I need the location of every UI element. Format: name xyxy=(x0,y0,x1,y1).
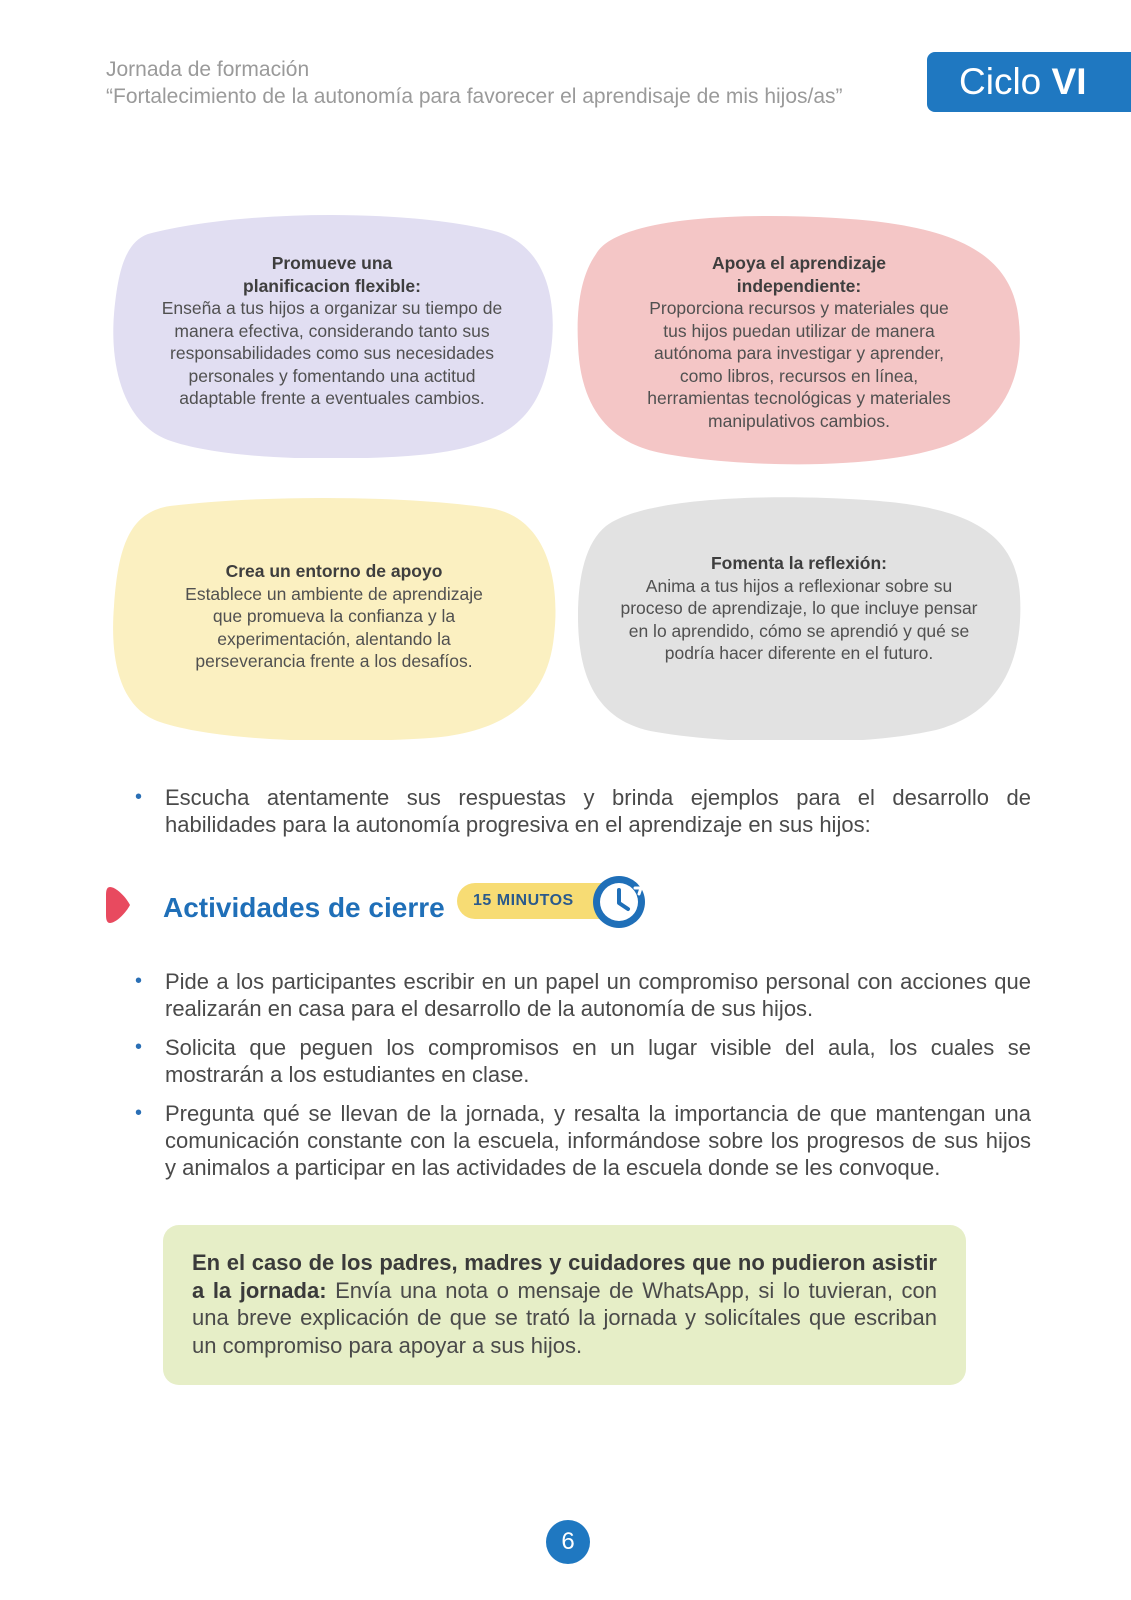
card-body-line: podría hacer diferente en el futuro. xyxy=(664,643,934,663)
duration-badge: 15 MINUTOS xyxy=(457,883,619,919)
card-independent-learning xyxy=(576,214,1022,466)
section-title: Actividades de cierre xyxy=(163,892,445,923)
bullet-text: Solicita que peguen los compromisos en un lugar visible del aula, los cuales se mostrarán a los estudiantes en clase. xyxy=(165,1035,1031,1087)
clock-icon xyxy=(591,874,647,930)
card-title: Crea un entorno de apoyo xyxy=(225,561,443,581)
bullet-text: Pregunta qué se llevan de la jornada, y resalta la importancia de que mantengan una comunicación constante con la escuela, informándose sobre los progresos de sus hijos y animalos a participar en las actividades de la escuela donde se les convoque. xyxy=(165,1101,1031,1180)
card-body-line: adaptable frente a eventuales cambios. xyxy=(179,388,485,408)
bullet-text: Escucha atentamente sus respuestas y brinda ejemplos para el desarrollo de habilidades para la autonomía progresiva en el aprendizaje en sus hijos: xyxy=(165,785,1031,837)
note-bold: En el caso de los padres, madres y cuidadores que no pudieron asistir a la jornada: xyxy=(192,1250,937,1303)
bullet-text: Pide a los participantes escribir en un papel un compromiso personal con acciones que realizarán en casa para el desarrollo de la autonomía de sus hijos. xyxy=(165,969,1031,1021)
card-body-line: en lo aprendido, cómo se aprendió y qué se xyxy=(628,620,970,641)
card-body-line: que promueva la confianza y la xyxy=(212,606,456,626)
absent-parents-note xyxy=(163,1225,966,1385)
card-body-line: perseverancia frente a los desafíos. xyxy=(195,651,473,671)
cycle-tab xyxy=(927,52,1131,112)
card-body-line: Anima a tus hijos a reflexionar sobre su xyxy=(645,575,953,596)
card-title: Promueve una xyxy=(271,253,393,273)
card-body-line: experimentación, alentando la xyxy=(217,628,451,649)
card-body-line: autónoma para investigar y aprender, xyxy=(654,343,944,363)
card-reflection xyxy=(576,496,1022,740)
card-body-line: Establece un ambiente de aprendizaje xyxy=(185,583,483,604)
card-supportive-environment xyxy=(110,496,558,740)
card-title: independiente: xyxy=(736,275,862,296)
card-body-line: responsabilidades como sus necesidades xyxy=(170,343,494,363)
card-body-line: herramientas tecnológicas y materiales xyxy=(647,388,951,408)
cycle-number: VI xyxy=(1051,61,1087,102)
card-title: Apoya el aprendizaje xyxy=(711,253,887,273)
card-body-line: Enseña a tus hijos a organizar su tiempo de xyxy=(161,298,503,318)
card-body-line: proceso de aprendizaje, lo que incluye pensar xyxy=(620,598,978,618)
bullet-dot: • xyxy=(135,1102,143,1124)
card-body-line: tus hijos puedan utilizar de manera xyxy=(663,320,935,341)
red-arrow-marker-icon xyxy=(106,885,132,925)
bullet-dot: • xyxy=(135,1036,143,1058)
bullet-dot: • xyxy=(135,970,143,992)
card-body-line: manipulativos cambios. xyxy=(708,410,890,431)
card-body-line: personales y fomentando una actitud xyxy=(188,365,476,386)
header-subtitle: “Fortalecimiento de la autonomía para favorecer el aprendisaje de mis hijos/as” xyxy=(106,85,843,108)
cycle-prefix: Ciclo xyxy=(959,61,1052,102)
card-title: planificacion flexible: xyxy=(243,275,421,296)
card-body-line: manera efectiva, considerando tanto sus xyxy=(174,320,490,341)
note-text: Envía una nota o mensaje de WhatsApp, si lo tuvieran, con una breve explicación de que se trató la jornada y solicítales que escriban un compromiso para apoyar a sus hijos. xyxy=(192,1277,938,1358)
card-body-line: Proporciona recursos y materiales que xyxy=(649,298,949,318)
bullet-dot: • xyxy=(135,786,143,808)
card-body-line: como libros, recursos en línea, xyxy=(679,365,919,386)
card-flexible-planning xyxy=(108,214,558,458)
page-number: 6 xyxy=(546,1520,590,1564)
header-title: Jornada de formación xyxy=(106,58,310,81)
card-title: Fomenta la reflexión: xyxy=(710,553,887,573)
